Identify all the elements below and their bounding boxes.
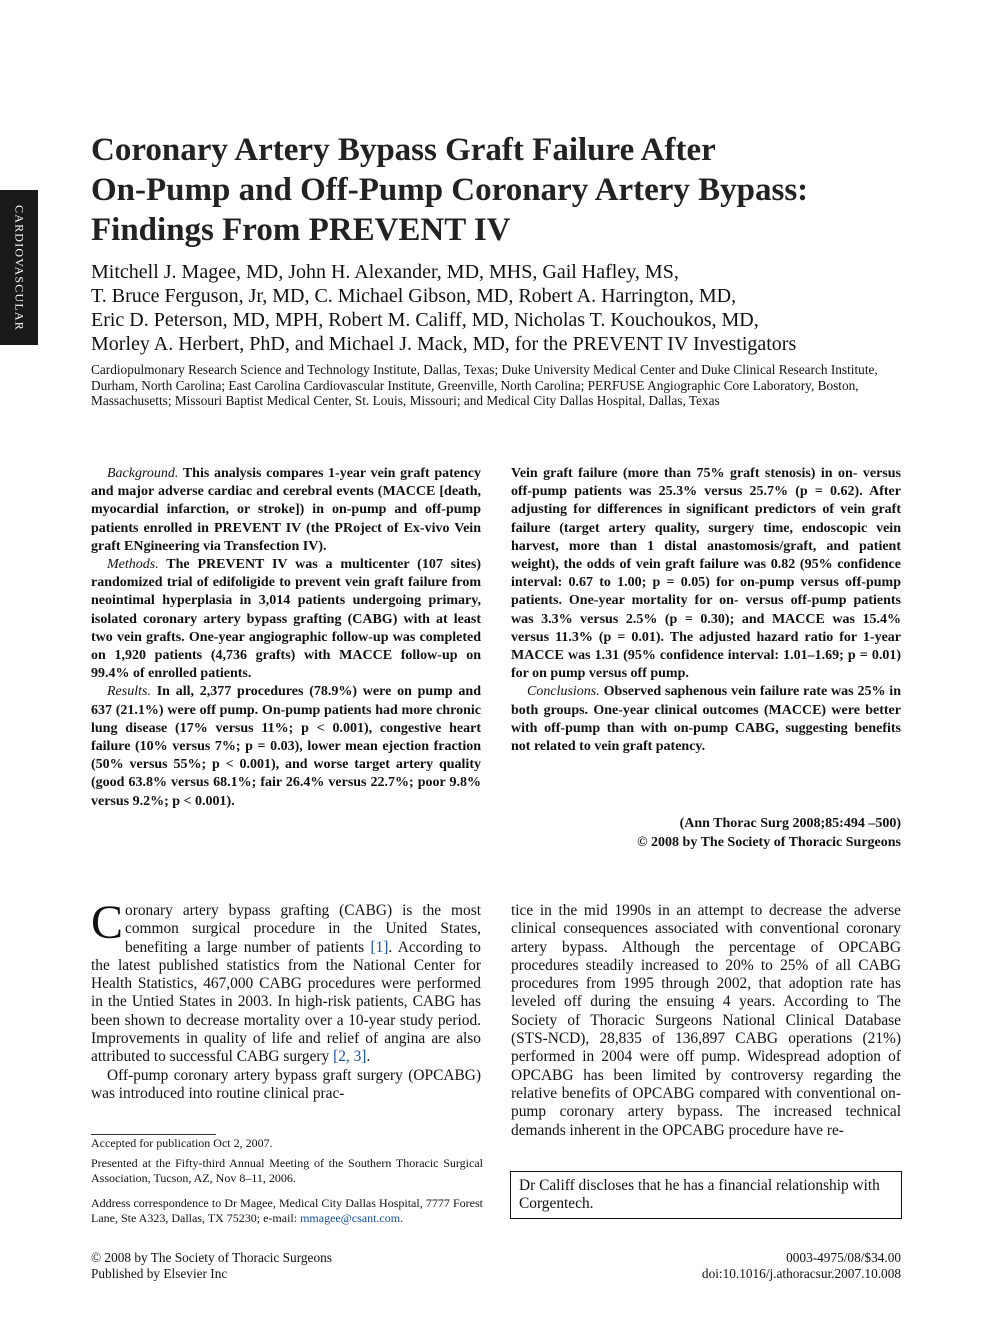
body-paragraph: tice in the mid 1990s in an attempt to decrease the adverse clinical consequences associated with conventional coronary artery bypass. Although the percentage of OPCABG procedures steadily increased to 20% to 25% of all CABG procedures from 1995 through 2002, that adoption rate has leveled off during the ensuing 4 years. According to The Society of Thoracic Surgeons National Clinical Database (STS-NCD), 28,835 of 136,897 CABG operations (21%) performed in 2004 were off pump. Widespread adoption of OPCABG has been limited by controversy regarding the relative benefits of OPCABG compared with conventional on-pump coronary artery bypass. The increased technical demands inherent in the OPCABG procedure have re- <box>511 902 901 1139</box>
email-link[interactable]: mmagee@csant.com <box>300 1211 401 1225</box>
body-text: oronary artery bypass grafting (CABG) is the most common surgical procedure in the United States, benefiting a large number of patients <box>125 902 481 956</box>
abstract-left-column <box>91 465 481 811</box>
title-line: On-Pump and Off-Pump Coronary Artery Bypass: <box>91 172 809 208</box>
title-line: Findings From PREVENT IV <box>91 212 511 248</box>
citation-block <box>511 815 901 852</box>
footer-left <box>91 1250 332 1281</box>
abstract-right-column <box>511 465 901 756</box>
reference-link[interactable]: [2, 3] <box>333 1048 367 1066</box>
journal-citation: (Ann Thorac Surg 2008;85:494 –500) <box>679 816 901 831</box>
drop-cap: C <box>91 896 124 949</box>
results-label: Results. <box>107 684 151 700</box>
background-text: This analysis compares 1-year vein graft patency and major adverse cardiac and cerebral events (MACCE [death, myocardial infarction, or stroke]) in on-pump and off-pump patients enrolled in PREVENT IV (the PRoject of Ex-vivo Vein graft ENgineering via Transfection IV). <box>91 466 481 554</box>
footer-doi: doi:10.1016/j.athoracsur.2007.10.008 <box>701 1265 901 1281</box>
methods-text: The PREVENT IV was a multicenter (107 sites) randomized trial of edifoligide to prevent vein graft failure from neointimal hyperplasia in 3,014 patients undergoing primary, isolated coronary artery bypass grafting (CABG) with at least two vein grafts. One-year angiographic follow-up was completed on 1,920 patients (4,736 grafts) with MACCE follow-up on 99.4% of enrolled patients. <box>91 557 481 682</box>
author-list <box>91 260 921 356</box>
section-tab-label: CARDIOVASCULAR <box>12 204 27 331</box>
author-line: T. Bruce Ferguson, Jr, MD, C. Michael Gibson, MD, Robert A. Harrington, MD, <box>91 285 737 307</box>
section-tab <box>0 190 38 345</box>
footer-copyright: © 2008 by The Society of Thoracic Surgeons <box>91 1250 332 1265</box>
footer-right <box>601 1250 901 1281</box>
footer-issn: 0003-4975/08/$34.00 <box>786 1250 901 1265</box>
title-line: Coronary Artery Bypass Graft Failure After <box>91 132 716 168</box>
author-line: Eric D. Peterson, MD, MPH, Robert M. Califf, MD, Nicholas T. Kouchoukos, MD, <box>91 309 759 331</box>
body-text: . <box>366 1048 371 1066</box>
methods-label: Methods. <box>107 557 159 573</box>
article-title <box>91 130 911 250</box>
presented-note: Presented at the Fifty-third Annual Meeting of the Southern Thoracic Surgical Association, Tucson, AZ, Nov 8–11, 2006. <box>91 1156 483 1185</box>
background-label: Background. <box>107 466 179 481</box>
conclusions-text: Observed saphenous vein failure rate was 25% in both groups. One-year clinical outcomes (MACCE) were better with off-pump than with on-pump CABG, suggesting benefits not related to vein graft patency. <box>511 684 901 755</box>
conclusions-label: Conclusions. <box>527 684 600 700</box>
author-line: Mitchell J. Magee, MD, John H. Alexander, MD, MHS, Gail Hafley, MS, <box>91 261 679 283</box>
body-left-column <box>91 896 482 1103</box>
results-text-continued: Vein graft failure (more than 75% graft stenosis) in on- versus off-pump patients was 25.3% versus 25.7% (p = 0.62). After adjusting for differences in significant predictors of vein graft failure (target artery quality, surgery time, endoscopic vein harvest, more than 1 distal anastomosis/graft, and patient weight), the odds of vein graft failure was 0.82 (95% confidence interval: 0.67 to 1.00; p = 0.05) for on-pump versus off-pump patients. One-year mortality for on- versus off-pump patients was 3.3% versus 2.5% (p = 0.30); and MACCE was 15.4% versus 11.3% (p = 0.01). The adjusted hazard ratio for 1-year MACCE was 1.31 (95% confidence interval: 1.01–1.69; p = 0.01) for on pump versus off pump. <box>511 466 901 682</box>
results-text: In all, 2,377 procedures (78.9%) were on pump and 637 (21.1%) were off pump. On-pump patients had more chronic lung disease (17% versus 11%; p < 0.001), congestive heart failure (10% versus 7%; p = 0.03), lower mean ejection fraction (50% versus 55%; p < 0.001), and worse target artery quality (good 63.8% versus 68.1%; fair 26.4% versus 22.7%; poor 9.8% versus 9.2%; p < 0.001). <box>91 684 481 809</box>
accepted-note: Accepted for publication Oct 2, 2007. <box>91 1136 273 1150</box>
abstract-copyright: © 2008 by The Society of Thoracic Surgeons <box>637 834 901 850</box>
body-text: . According to the latest published statistics from the National Center for Health Statistics, 467,000 CABG procedures were performed in the Untied States in 2003. In high-risk patients, CABG has been shown to decrease mortality over a 10-year study period. Improvements in quality of life and relief of angina are also attributed to successful CABG surgery <box>91 938 482 1066</box>
body-right-column <box>511 902 901 1140</box>
footer-publisher: Published by Elsevier Inc <box>91 1265 228 1281</box>
correspondence-note <box>91 1196 483 1226</box>
reference-link[interactable]: [1] <box>370 938 389 956</box>
author-line: Morley A. Herbert, PhD, and Michael J. Mack, MD, for the PREVENT IV Investigators <box>91 333 797 355</box>
disclosure-box: Dr Califf discloses that he has a financial relationship with Corgentech. <box>510 1171 902 1219</box>
affiliations: Cardiopulmonary Research Science and Technology Institute, Dallas, Texas; Duke University Medical Center and Duke Clinical Research Institute, Durham, North Carolina; East Carolina Cardiovascular Institute, Greenville, North Carolina; PERFUSE Angiographic Core Laboratory, Boston, Massachusetts; Missouri Baptist Medical Center, St. Louis, Missouri; and Medical City Dallas Hospital, Dallas, Texas <box>91 362 878 408</box>
correspondence-text: Address correspondence to Dr Magee, Medical City Dallas Hospital, 7777 Forest Lane, Ste A323, Dallas, TX 75230; e-mail: <box>91 1196 483 1225</box>
footnote-divider <box>91 1134 216 1135</box>
correspondence-end: . <box>400 1211 404 1225</box>
body-paragraph: Off-pump coronary artery bypass graft surgery (OPCABG) was introduced into routine clinical prac- <box>91 1066 481 1102</box>
